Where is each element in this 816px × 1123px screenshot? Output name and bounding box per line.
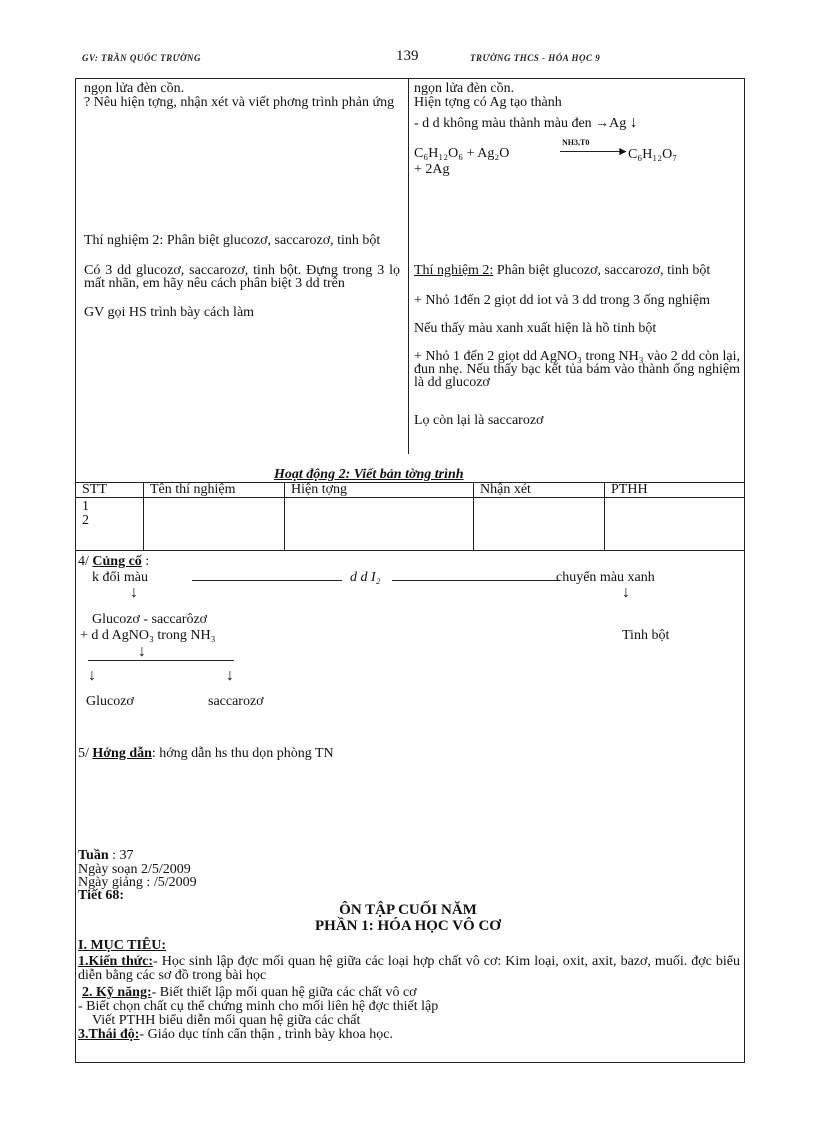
skills-label: 2. Kỹ năng:	[82, 985, 152, 1000]
right-col-exp2-title	[414, 264, 740, 277]
right-col-step-2: Nếu thấy màu xanh xuất hiện là hồ tinh bột	[414, 321, 657, 336]
left-col-exp2-body: Có 3 dd glucozơ, saccarozơ, tinh bột. Đựng trong 3 lọ mất nhãn, em hãy nêu cách phân biệt 3 dd trên	[84, 263, 400, 291]
attitude-text: - Giáo dục tính cẩn thận , trình bày khoa học.	[139, 1027, 393, 1042]
header-right: TRƯỜNG THCS - HÓA HỌC 9	[470, 53, 601, 63]
activity-2-heading: Hoạt động 2: Viết bản tờng trình	[274, 467, 464, 482]
table-cell	[144, 498, 285, 551]
right-col-observation	[414, 116, 740, 130]
objective-attitude	[78, 1028, 393, 1041]
column-divider	[408, 78, 409, 454]
lesson-title: ÔN TẬP CUỐI NĂM	[339, 902, 477, 918]
guide-label: Hớng dẫn	[92, 746, 152, 761]
knowledge-text: - Học sinh lập đợc mối quan hệ giữa các loại hợp chất vô cơ: Kim loại, oxit, axit, bazơ, muối. đợc biểu diễn bằng các sơ đồ trong bài học	[78, 954, 740, 983]
glucose-result: Glucozơ	[86, 694, 134, 709]
table-header-equation: PTHH	[605, 483, 745, 498]
right-col-text-1: ngọn lửa đèn cồn.	[414, 81, 515, 96]
equation-tail: + 2Ag	[414, 162, 450, 177]
exp2-title-rest: Phân biệt glucozơ, saccarozơ, tinh bột	[493, 263, 711, 278]
table-header-name: Tên thí nghiệm	[144, 483, 285, 498]
table-cell	[285, 498, 474, 551]
diagram-split-line	[88, 660, 234, 661]
silver-nitrate-reagent: + d d AgNO₃ trong NH₃	[80, 628, 216, 643]
diagram-line-right	[392, 580, 560, 581]
equation-condition: NH3,T0	[562, 138, 590, 147]
down-arrow-icon: ↓	[130, 584, 138, 601]
down-arrow-icon: ↓	[138, 643, 146, 660]
table-cell	[474, 498, 605, 551]
iodine-reagent: d d I₂	[350, 570, 381, 585]
exp2-title-underlined: Thí nghiệm 2:	[414, 263, 494, 278]
objectives-heading: I. MỤC TIÊU:	[78, 938, 167, 953]
table-header-remark: Nhận xét	[474, 483, 605, 498]
row-number-2: 2	[82, 513, 89, 528]
consolidation-label: Củng cố	[92, 554, 142, 569]
period-label: Tiết 68:	[78, 888, 125, 903]
right-col-step-4: Lọ còn lại là saccarozơ	[414, 413, 544, 428]
equation-left: C₆H₁₂O₆ + Ag₂O	[414, 146, 510, 161]
left-col-question: ? Nêu hiện tợng, nhận xét và viết phơng trình phản ứng	[84, 95, 395, 110]
table-cell	[605, 498, 745, 551]
table-header-phenomenon: Hiện tợng	[285, 483, 474, 498]
header-left: GV: TRẦN QUỐC TRƯỜNG	[82, 53, 202, 63]
right-col-step-1: + Nhỏ 1đến 2 giọt dd iot và 3 dd trong 3 ống nghiệm	[414, 293, 711, 308]
glucose-sucrose: Glucozơ - saccarôzơ	[92, 612, 208, 627]
equation-arrow-icon: ►	[617, 144, 629, 158]
prep-date: Ngày soạn 2/5/2009	[78, 862, 191, 877]
equation-arrow-line	[560, 151, 620, 152]
row-number-1: 1	[82, 499, 89, 514]
guide-num: 5/	[78, 746, 93, 761]
down-arrow-icon: ↓	[88, 667, 96, 684]
guide-section	[78, 746, 334, 762]
right-col-step-3: + Nhỏ 1 đến 2 giọt dd AgNO₃ trong NH₃ vào 2 dd còn lại, đun nhẹ. Nếu thấy bạc kết tủa bám vào thành ống nghiệm là dd glucozơ	[414, 349, 741, 390]
page-number: 139	[396, 48, 419, 64]
knowledge-label: 1.Kiến thức:	[78, 954, 154, 969]
week-value: : 37	[108, 848, 134, 863]
right-col-phenomenon: Hiện tợng có Ag tạo thành	[414, 95, 562, 110]
objective-skill-2: - Biết chọn chất cụ thể chứng minh cho mối liên hệ đợc thiết lập	[78, 999, 439, 1014]
week-label: Tuần	[78, 848, 109, 863]
consolidation-colon: :	[141, 554, 150, 569]
sucrose-result: saccarozơ	[208, 694, 264, 709]
consolidation-num: 4/	[78, 554, 93, 569]
objective-skills	[82, 986, 417, 999]
left-col-exp2-title: Thí nghiệm 2: Phân biệt glucozơ, saccarozơ, tinh bột	[84, 233, 381, 248]
turns-blue: chuyển màu xanh	[556, 570, 655, 585]
table-header-row	[76, 483, 745, 498]
guide-text: : hớng dẫn hs thu dọn phòng TN	[151, 746, 334, 761]
report-table	[75, 482, 745, 551]
attitude-label: 3.Thái độ:	[78, 1027, 140, 1042]
observation-text: - d d không màu thành màu đen →Ag	[414, 116, 627, 131]
table-cell-stt	[76, 498, 144, 551]
table-row	[76, 498, 745, 551]
objective-knowledge	[78, 955, 740, 983]
teach-date: Ngày giảng : /5/2009	[78, 875, 197, 890]
consolidation-heading	[78, 554, 149, 570]
table-header-stt: STT	[76, 483, 144, 498]
diagram-line-left	[192, 580, 342, 581]
left-col-text-1: ngọn lửa đèn cồn.	[84, 81, 185, 96]
left-col-exp2-gv: GV gọi HS trình bày cách làm	[84, 305, 255, 320]
objective-skill-3: Viết PTHH biểu diễn mối quan hệ giữa các chất	[92, 1013, 361, 1028]
down-arrow-icon: ↓	[629, 114, 638, 131]
down-arrow-icon: ↓	[226, 667, 234, 684]
starch-result: Tinh bột	[622, 628, 670, 643]
no-color-change: k đổi màu	[92, 570, 148, 585]
lesson-subtitle: PHẦN 1: HÓA HỌC VÔ CƠ	[315, 918, 501, 934]
equation-right: C₆H₁₂O₇	[628, 147, 678, 162]
skills-text: - Biết thiết lập mối quan hệ giữa các chất vô cơ	[151, 985, 417, 1000]
down-arrow-icon: ↓	[622, 584, 630, 601]
